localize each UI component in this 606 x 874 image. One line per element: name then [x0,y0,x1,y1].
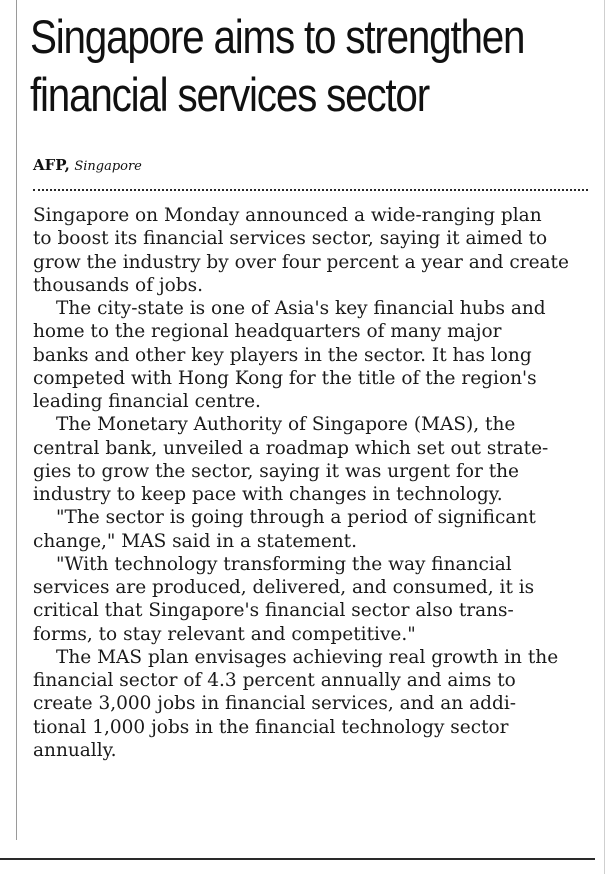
body-line: grow the industry by over four percent a year and create [33,251,569,273]
article-body [33,204,589,762]
body-line: banks and other key players in the sector. It has long [33,344,532,366]
byline-agency: AFP, [33,156,70,174]
body-line: services are produced, delivered, and consumed, it is [33,577,535,598]
body-line: change," MAS said in a statement. [33,530,357,552]
body-line: thousands of jobs. [33,274,204,296]
byline [33,155,142,177]
paragraph [33,204,589,297]
body-line: leading financial centre. [33,391,261,412]
body-line: critical that Singapore's financial sector also trans- [33,600,514,622]
body-line: create 3,000 jobs in financial services, and an addi- [33,693,516,715]
headline-line: financial services sector [30,68,429,121]
body-line: home to the regional headquarters of many major [33,321,502,343]
body-line: The MAS plan envisages achieving real growth in the [56,646,559,668]
body-line: central bank, unveiled a roadmap which set out strate- [33,437,549,459]
left-column-rule [16,0,17,840]
body-line: competed with Hong Kong for the title of the region's [33,367,537,389]
body-line: The Monetary Authority of Singapore (MAS), the [56,414,516,436]
body-line: Singapore on Monday announced a wide-ranging plan [33,205,542,226]
bottom-rule [0,858,595,860]
body-line: tional 1,000 jobs in the financial technology sector [33,716,509,738]
body-line: to boost its financial services sector, saying it aimed to [33,228,548,250]
headline-line: Singapore aims to strengthen [30,10,525,63]
dotted-separator [33,189,588,191]
body-line: industry to keep pace with changes in technology. [33,484,503,505]
paragraph [33,506,589,553]
body-line: financial sector of 4.3 percent annually and aims to [33,670,516,691]
body-line: gies to grow the sector, saying it was urgent for the [33,460,519,482]
paragraph [33,297,589,413]
body-line: "With technology transforming the way financial [56,553,512,575]
body-line: "The sector is going through a period of significant [56,507,536,529]
body-line: annually. [33,739,117,761]
paragraph [33,553,589,646]
headline [30,8,525,124]
body-line: The city-state is one of Asia's key financial hubs and [56,298,546,319]
paragraph [33,413,589,506]
byline-location: Singapore [74,159,142,174]
paragraph [33,646,589,762]
right-edge-rule [604,0,605,874]
body-line: forms, to stay relevant and competitive." [33,623,416,645]
